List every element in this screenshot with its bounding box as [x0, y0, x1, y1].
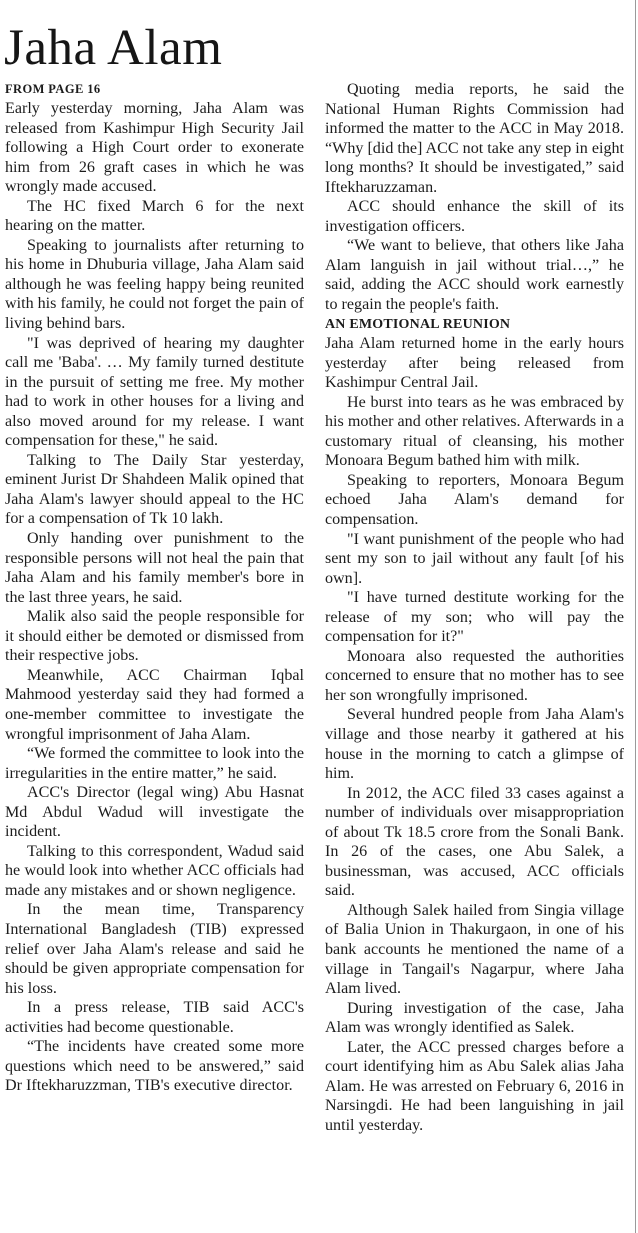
paragraph: "I have turned destitute working for the release of my son; who will pay the compensation for it?" — [325, 589, 624, 646]
paragraph: During investigation of the case, Jaha Alam was wrongly identified as Salek. — [325, 999, 624, 1037]
left-column — [5, 80, 304, 1096]
headline: Jaha Alam — [4, 20, 223, 76]
kicker: FROM PAGE 16 — [5, 82, 101, 96]
paragraph: “The incidents have created some more questions which need to be answered,” said Dr Iftekharuzzman, TIB's executive director. — [5, 1038, 304, 1095]
paragraph: ACC should enhance the skill of its investigation officers. — [325, 198, 624, 235]
paragraph: Monoara also requested the authorities concerned to ensure that no mother has to see her son wrongfully imprisoned. — [325, 647, 624, 704]
paragraph: “We formed the committee to look into the irregularities in the entire matter,” he said. — [5, 745, 304, 782]
paragraph: Malik also said the people responsible for it should either be demoted or dismissed from their respective jobs. — [5, 608, 304, 665]
paragraph: Jaha Alam returned home in the early hours yesterday after being released from Kashimpur Central Jail. — [325, 335, 624, 392]
paragraph: Quoting media reports, he said the National Human Rights Commission had informed the matter to the ACC in May 2018. “Why [did the] ACC not take any step in eight long months? It should be investigated,” said Iftekharuzzaman. — [325, 81, 625, 196]
paragraph: ACC's Director (legal wing) Abu Hasnat Md Abdul Wadud will investigate the incident. — [5, 784, 304, 841]
paragraph: Although Salek hailed from Singia village of Balia Union in Thakurgaon, in one of his bank accounts he mentioned the name of a village in Tangail's Nagarpur, where Jaha Alam lived. — [325, 901, 624, 998]
paragraph: The HC fixed March 6 for the next hearing on the matter. — [5, 197, 304, 235]
paragraph: Speaking to reporters, Monoara Begum echoed Jaha Alam's demand for compensation. — [325, 471, 624, 528]
paragraph: Only handing over punishment to the responsible persons will not heal the pain that Jaha Alam and his family member's bore in the last three years, he said. — [5, 530, 304, 606]
paragraph: Several hundred people from Jaha Alam's village and those nearby it gathered at his house in the morning to catch a glimpse of him. — [325, 706, 624, 783]
paragraph: "I was deprived of hearing my daughter call me 'Baba'. … My family turned destitute in the pursuit of setting me free. My mother had to work in other houses for a living and also moved around for my release. I want compensation for these," he said. — [5, 334, 304, 450]
paragraph: Talking to this correspondent, Wadud said he would look into whether ACC officials had made any mistakes and or shown negligence. — [5, 842, 304, 899]
paragraph: “We want to believe, that others like Jaha Alam languish in jail without trial…,” he said, adding the ACC should work earnestly to regain the people's faith. — [325, 237, 624, 314]
paragraph: Talking to The Daily Star yesterday, eminent Jurist Dr Shahdeen Malik opined that Jaha Alam's lawyer should appeal to the HC for a compensation of Tk 10 lakh. — [5, 451, 304, 528]
paragraph: Meanwhile, ACC Chairman Iqbal Mahmood yesterday said they had formed a one-member committee to investigate the wrongful imprisonment of Jaha Alam. — [5, 666, 304, 743]
column-rule — [635, 0, 636, 1233]
paragraph: "I want punishment of the people who had sent my son to jail without any fault [of his own]. — [325, 530, 624, 587]
paragraph: In the mean time, Transparency International Bangladesh (TIB) expressed relief over Jaha Alam's release and said he should be given appropriate compensation for his loss. — [5, 901, 304, 997]
paragraph: In 2012, the ACC filed 33 cases against a number of individuals over misappropriation of about Tk 18.5 crore from the Sonali Bank. In 26 of the cases, one Abu Salek, a businessman, was accused, ACC officials said. — [325, 784, 624, 900]
section-subhead: AN EMOTIONAL REUNION — [325, 316, 511, 332]
paragraph: He burst into tears as he was embraced by his mother and other relatives. Afterwards in a customary ritual of cleansing, his mother Monoara Begum bathed him with milk. — [325, 393, 624, 470]
right-column — [325, 80, 624, 1135]
paragraph: Early yesterday morning, Jaha Alam was released from Kashimpur High Security Jail following a High Court order to exonerate him from 26 graft cases in which he was wrongly made accused. — [5, 100, 304, 196]
paragraph: In a press release, TIB said ACC's activities had become questionable. — [5, 999, 304, 1036]
paragraph: Speaking to journalists after returning to his home in Dhuburia village, Jaha Alam said although he was feeling happy being reunited with his family, he could not forget the pain of living behind bars. — [5, 236, 305, 333]
paragraph: Later, the ACC pressed charges before a court identifying him as Abu Salek alias Jaha Alam. He was arrested on February 6, 2016 in Narsingdi. He had been languishing in jail until yesterday. — [325, 1038, 624, 1134]
